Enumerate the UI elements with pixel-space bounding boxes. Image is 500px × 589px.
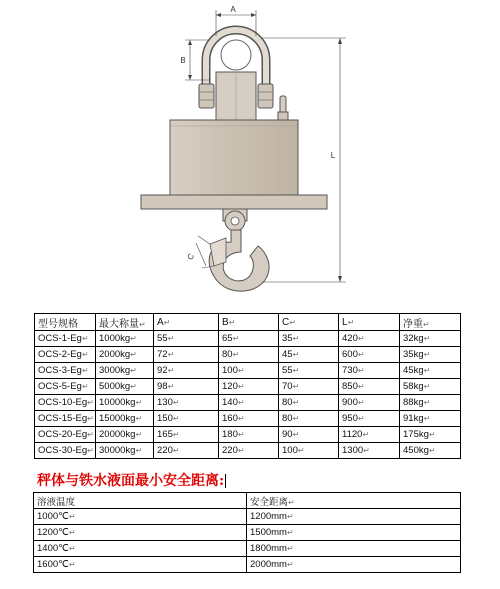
text-cursor [225, 474, 226, 488]
cell-b: 180↵ [219, 427, 279, 443]
table-row [35, 411, 461, 427]
cell-temperature: 1200℃↵ [34, 525, 247, 541]
cell-weight: 175kg↵ [400, 427, 461, 443]
cell-l: 900↵ [339, 395, 400, 411]
spec-table [34, 313, 461, 459]
cell-weight: 35kg↵ [400, 347, 461, 363]
cell-weight: 58kg↵ [400, 379, 461, 395]
cell-l: 1300↵ [339, 443, 400, 459]
cell-a: 98↵ [154, 379, 219, 395]
header-model: 型号规格 [35, 314, 96, 331]
cell-capacity: 1000kg↵ [96, 331, 154, 347]
cell-temperature: 1400℃↵ [34, 541, 247, 557]
cell-weight: 91kg↵ [400, 411, 461, 427]
cell-model: OCS-5-Eg↵ [35, 379, 96, 395]
header-capacity: 最大称量↵ [96, 314, 154, 331]
header-l: L↵ [339, 314, 400, 331]
scale-body [170, 120, 298, 195]
cell-c: 35↵ [279, 331, 339, 347]
safety-distance-table [33, 492, 461, 573]
cell-model: OCS-1-Eg↵ [35, 331, 96, 347]
cell-capacity: 5000kg↵ [96, 379, 154, 395]
dimension-l-label: L [330, 151, 336, 160]
cell-temperature: 1000℃↵ [34, 509, 247, 525]
cell-b: 220↵ [219, 443, 279, 459]
cell-weight: 450kg↵ [400, 443, 461, 459]
cell-capacity: 30000kg↵ [96, 443, 154, 459]
cell-b: 80↵ [219, 347, 279, 363]
cell-l: 420↵ [339, 331, 400, 347]
dimension-b-label: B [180, 56, 186, 65]
cell-l: 600↵ [339, 347, 400, 363]
cell-model: OCS-10-Eg↵ [35, 395, 96, 411]
cell-model: OCS-15-Eg↵ [35, 411, 96, 427]
cell-distance: 1800mm↵ [247, 541, 461, 557]
table-row [35, 363, 461, 379]
cell-model: OCS-2-Eg↵ [35, 347, 96, 363]
cell-model: OCS-20-Eg↵ [35, 427, 96, 443]
cell-b: 65↵ [219, 331, 279, 347]
header-b: B↵ [219, 314, 279, 331]
header-a: A↵ [154, 314, 219, 331]
cell-l: 950↵ [339, 411, 400, 427]
dimension-a-label: A [230, 5, 236, 14]
cell-a: 220↵ [154, 443, 219, 459]
cell-c: 80↵ [279, 395, 339, 411]
cell-capacity: 10000kg↵ [96, 395, 154, 411]
header-temperature: 溶液温度 [34, 493, 247, 509]
cell-distance: 2000mm↵ [247, 557, 461, 573]
cell-weight: 45kg↵ [400, 363, 461, 379]
table-row [35, 443, 461, 459]
table-row [34, 541, 461, 557]
antenna [278, 96, 288, 120]
cell-c: 45↵ [279, 347, 339, 363]
table-row [35, 395, 461, 411]
cell-weight: 88kg↵ [400, 395, 461, 411]
table-row [34, 525, 461, 541]
table-row [35, 347, 461, 363]
cell-c: 70↵ [279, 379, 339, 395]
cell-l: 730↵ [339, 363, 400, 379]
cell-c: 80↵ [279, 411, 339, 427]
safety-table-header-row [34, 493, 461, 509]
cell-b: 160↵ [219, 411, 279, 427]
cell-capacity: 15000kg↵ [96, 411, 154, 427]
cell-distance: 1500mm↵ [247, 525, 461, 541]
shackle [199, 30, 273, 120]
cell-a: 72↵ [154, 347, 219, 363]
base-plate [141, 195, 327, 209]
cell-c: 90↵ [279, 427, 339, 443]
cell-capacity: 20000kg↵ [96, 427, 154, 443]
cell-b: 120↵ [219, 379, 279, 395]
cell-a: 92↵ [154, 363, 219, 379]
cell-b: 100↵ [219, 363, 279, 379]
cell-a: 150↵ [154, 411, 219, 427]
cell-a: 55↵ [154, 331, 219, 347]
header-safety-distance: 安全距离↵ [247, 493, 461, 509]
cell-capacity: 3000kg↵ [96, 363, 154, 379]
safety-distance-heading: 秤体与铁水液面最小安全距离: [37, 473, 225, 489]
cell-model: OCS-3-Eg↵ [35, 363, 96, 379]
cell-b: 140↵ [219, 395, 279, 411]
header-c: C↵ [279, 314, 339, 331]
cell-a: 130↵ [154, 395, 219, 411]
cell-temperature: 1600℃↵ [34, 557, 247, 573]
spec-table-header-row [35, 314, 461, 331]
cell-l: 1120↵ [339, 427, 400, 443]
table-row [35, 331, 461, 347]
cell-weight: 32kg↵ [400, 331, 461, 347]
dimension-c-label: C [185, 251, 197, 262]
table-row [34, 509, 461, 525]
cell-c: 100↵ [279, 443, 339, 459]
cell-c: 55↵ [279, 363, 339, 379]
hook [209, 209, 269, 291]
cell-a: 165↵ [154, 427, 219, 443]
cell-distance: 1200mm↵ [247, 509, 461, 525]
table-row [34, 557, 461, 573]
table-row [35, 379, 461, 395]
cell-capacity: 2000kg↵ [96, 347, 154, 363]
header-weight: 净重↵ [400, 314, 461, 331]
table-row [35, 427, 461, 443]
cell-l: 850↵ [339, 379, 400, 395]
cell-model: OCS-30-Eg↵ [35, 443, 96, 459]
